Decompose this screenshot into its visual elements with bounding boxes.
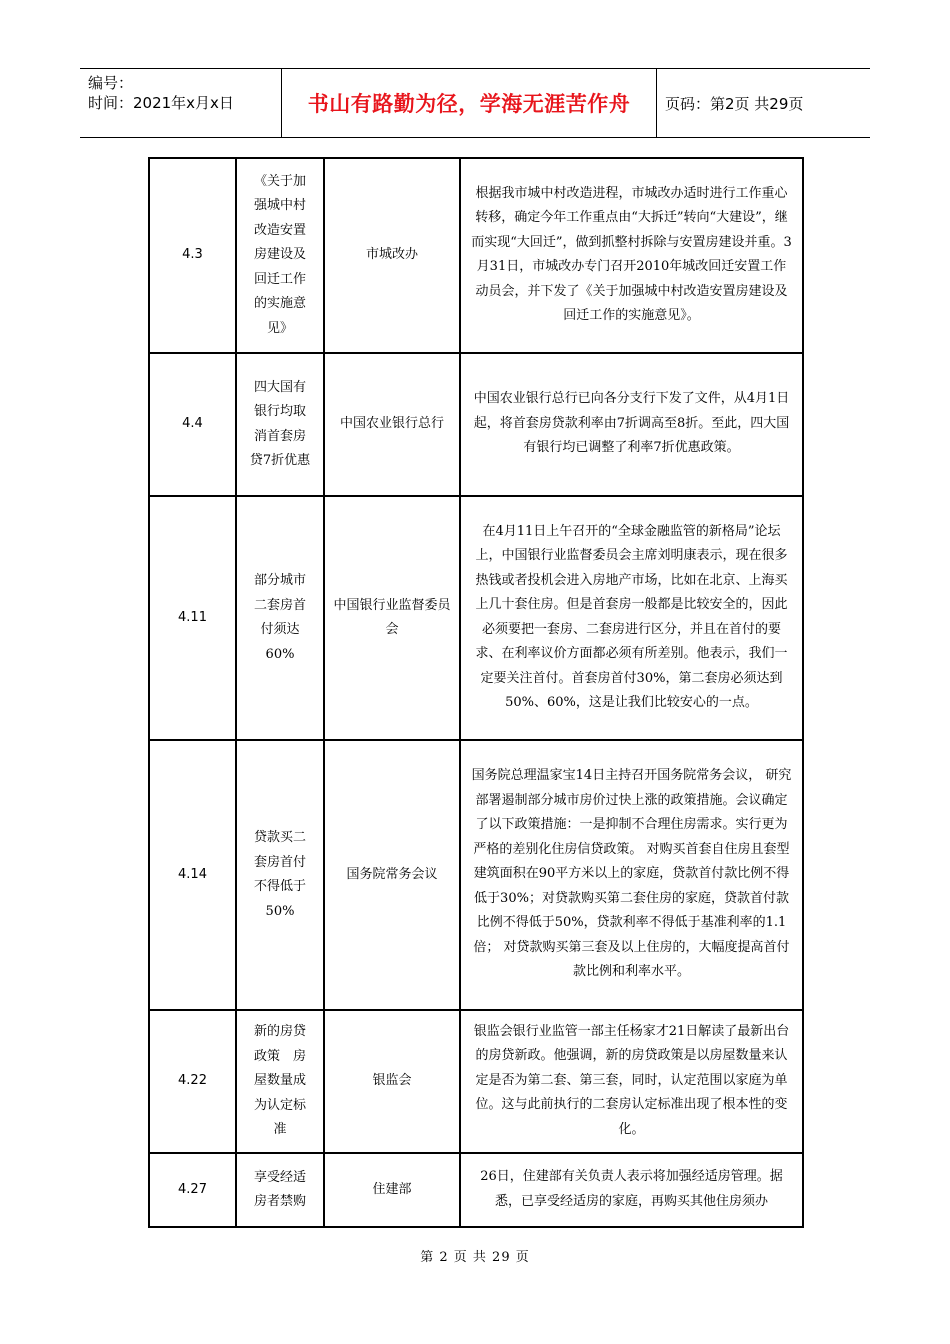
row-date: 4.4 [149, 353, 236, 496]
row-title: 贷款买二套房首付不得低于50% [236, 740, 324, 1010]
table-row [149, 158, 803, 353]
page-footer: 第 2 页 共 29 页 [420, 1250, 530, 1265]
page-header [80, 68, 870, 138]
row-date: 4.14 [149, 740, 236, 1010]
row-date: 4.11 [149, 496, 236, 740]
row-content: 26日，住建部有关负责人表示将加强经适房管理。据悉，已享受经适房的家庭，再购买其他住房须办 [460, 1153, 803, 1227]
row-organization: 市城改办 [324, 158, 460, 353]
row-content: 中国农业银行总行已向各分支行下发了文件，从4月1日起，将首套房贷款利率由7折调高至8折。至此，四大国有银行均已调整了利率7折优惠政策。 [460, 353, 803, 496]
row-title: 四大国有银行均取消首套房贷7折优惠 [236, 353, 324, 496]
row-content: 银监会银行业监管一部主任杨家才21日解读了最新出台的房贷新政。他强调，新的房贷政策是以房屋数量来认定是否为第二套、第三套，同时，认定范围以家庭为单位。这与此前执行的二套房认定标准出现了根本性的变化。 [460, 1010, 803, 1153]
row-organization: 银监会 [324, 1010, 460, 1153]
row-title: 新的房贷政策 房屋数量成为认定标准 [236, 1010, 324, 1153]
table-row [149, 1010, 803, 1153]
document-date-label: 时间：2021年x月x日 [88, 94, 234, 112]
header-meta [88, 69, 284, 137]
row-organization: 住建部 [324, 1153, 460, 1227]
row-content: 国务院总理温家宝14日主持召开国务院常务会议， 研究部署遏制部分城市房价过快上涨的政策措施。会议确定了以下政策措施：一是抑制不合理住房需求。实行更为严格的差别化住房信贷政策。 对购买首套自住房且套型建筑面积在90平方米以上的家庭，贷款首付款比例不得低于30%；对贷款购买第二套住房的家庭，贷款首付款比例不得低于50%，贷款利率不得低于基准利率的1.1倍； 对贷款购买第三套及以上住房的，大幅度提高首付款比例和利率水平。 [460, 740, 803, 1010]
table-row [149, 1153, 803, 1227]
table-row [149, 353, 803, 496]
policy-table [148, 157, 804, 1228]
row-content: 在4月11日上午召开的“全球金融监管的新格局”论坛上，中国银行业监督委员会主席刘明康表示，现在很多热钱或者投机会进入房地产市场，比如在北京、上海买上几十套住房。但是首套房一般都是比较安全的，因此必须要把一套房、二套房进行区分，并且在首付的要求、在利率议价方面都必须有所差别。他表示，我们一定要关注首付。首套房首付30%，第二套房必须达到50%、60%，这是让我们比较安心的一点。 [460, 496, 803, 740]
row-date: 4.3 [149, 158, 236, 353]
row-content: 根据我市城中村改造进程，市城改办适时进行工作重心转移，确定今年工作重点由“大拆迁”转向“大建设”，继而实现“大回迁”，做到抓整村拆除与安置房建设并重。3月31日，市城改办专门召开2010年城改回迁安置工作动员会，并下发了《关于加强城中村改造安置房建设及回迁工作的实施意见》。 [460, 158, 803, 353]
table-row [149, 740, 803, 1010]
row-date: 4.27 [149, 1153, 236, 1227]
header-motto: 书山有路勤为径，学海无涯苦作舟 [307, 92, 631, 116]
row-date: 4.22 [149, 1010, 236, 1153]
row-title: 《关于加强城中村改造安置房建设及回迁工作的实施意见》 [236, 158, 324, 353]
document-number-label: 编号： [88, 74, 134, 92]
row-title: 部分城市二套房首付须达60% [236, 496, 324, 740]
header-page-number: 页码：第2页 共29页 [665, 94, 804, 113]
row-title: 享受经适房者禁购 [236, 1153, 324, 1227]
table-row [149, 496, 803, 740]
row-organization: 国务院常务会议 [324, 740, 460, 1010]
row-organization: 中国银行业监督委员会 [324, 496, 460, 740]
row-organization: 中国农业银行总行 [324, 353, 460, 496]
